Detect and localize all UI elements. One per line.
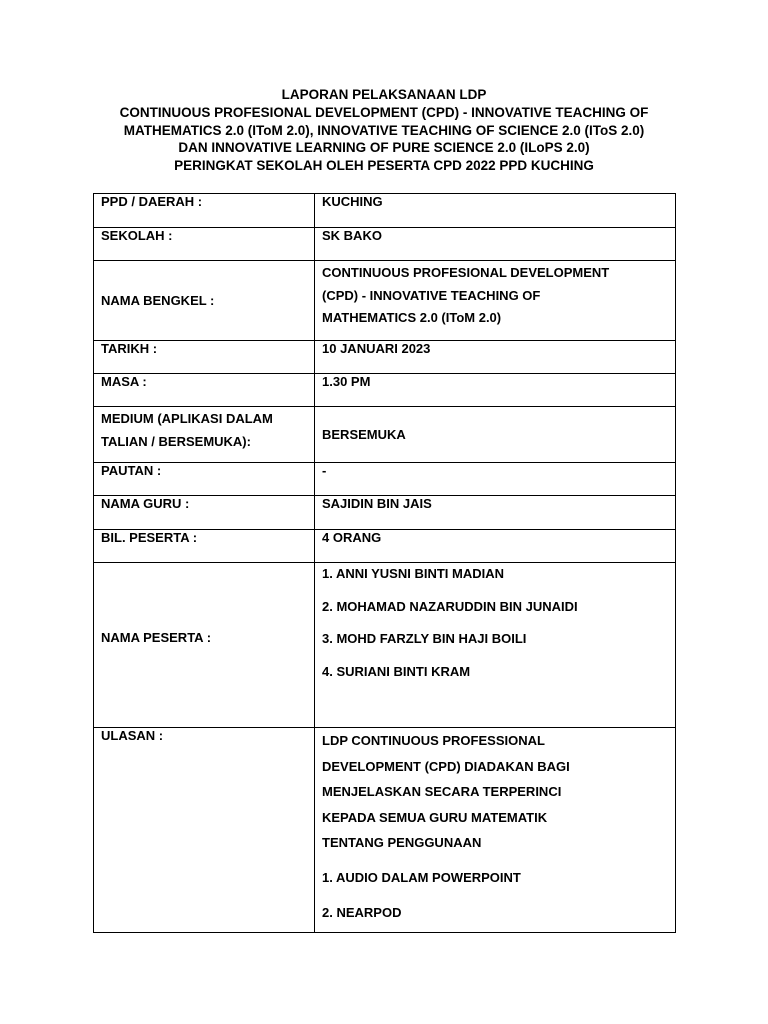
document-header [0,86,768,175]
report-table [93,193,676,933]
row-tarikh [94,341,676,374]
guru-value: SAJIDIN BIN JAIS [315,496,676,530]
medium-value: BERSEMUKA [315,407,676,463]
ulasan-value [315,728,676,933]
bil-peserta-value: 4 ORANG [315,530,676,563]
tarikh-label: TARIKH : [94,341,315,374]
header-line-1: LAPORAN PELAKSANAAN LDP [281,87,487,102]
ppd-value: KUCHING [315,194,676,228]
ulasan-line: KEPADA SEMUA GURU MATEMATIK [322,809,548,825]
bengkel-value-line: CONTINUOUS PROFESIONAL DEVELOPMENT [322,265,610,280]
row-peserta [94,563,676,728]
row-masa [94,374,676,407]
peserta-list [315,563,676,728]
row-bil-peserta [94,530,676,563]
medium-label [94,407,315,463]
row-guru [94,496,676,530]
header-line-4: DAN INNOVATIVE LEARNING OF PURE SCIENCE 2.0 (ILoPS 2.0) [178,140,590,156]
masa-label: MASA : [94,374,315,407]
row-ppd [94,194,676,228]
row-bengkel [94,261,676,341]
participant-item: 4. SURIANI BINTI KRAM [322,663,471,679]
header-line-5: PERINGKAT SEKOLAH OLEH PESERTA CPD 2022 PPD KUCHING [174,158,594,174]
bengkel-value-line: MATHEMATICS 2.0 (IToM 2.0) [322,310,502,325]
ulasan-item: 2. NEARPOD [322,905,402,920]
row-medium [94,407,676,463]
row-pautan [94,463,676,496]
sekolah-label: SEKOLAH : [94,228,315,261]
participant-item: 1. ANNI YUSNI BINTI MADIAN [322,566,505,581]
peserta-label: NAMA PESERTA : [94,563,315,728]
header-line-2: CONTINUOUS PROFESIONAL DEVELOPMENT (CPD) - INNOVATIVE TEACHING OF [119,104,649,120]
row-ulasan [94,728,676,933]
bengkel-label: NAMA BENGKEL : [94,261,315,341]
ulasan-item: 1. AUDIO DALAM POWERPOINT [322,869,521,885]
masa-value: 1.30 PM [315,374,676,407]
medium-label-line: TALIAN / BERSEMUKA): [101,433,251,449]
ulasan-line: DEVELOPMENT (CPD) DIADAKAN BAGI [322,758,570,774]
ulasan-line: MENJELASKAN SECARA TERPERINCI [322,784,562,799]
header-line-3: MATHEMATICS 2.0 (IToM 2.0), INNOVATIVE TEACHING OF SCIENCE 2.0 (IToS 2.0) [123,122,645,138]
participant-item: 2. MOHAMAD NAZARUDDIN BIN JUNAIDI [322,598,578,614]
sekolah-value: SK BAKO [315,228,676,261]
ulasan-line: LDP CONTINUOUS PROFESSIONAL [322,733,545,748]
ulasan-label: ULASAN : [94,728,315,933]
bil-peserta-label: BIL. PESERTA : [94,530,315,563]
ulasan-line: TENTANG PENGGUNAAN [322,835,482,850]
row-sekolah [94,228,676,261]
bengkel-value-line: (CPD) - INNOVATIVE TEACHING OF [322,287,541,303]
participant-item: 3. MOHD FARZLY BIN HAJI BOILI [322,631,527,646]
tarikh-value: 10 JANUARI 2023 [315,341,676,374]
bengkel-value [315,261,676,341]
medium-label-line: MEDIUM (APLIKASI DALAM [101,411,273,426]
ppd-label: PPD / DAERAH : [94,194,315,228]
guru-label: NAMA GURU : [94,496,315,530]
pautan-label: PAUTAN : [94,463,315,496]
pautan-value: - [315,463,676,496]
